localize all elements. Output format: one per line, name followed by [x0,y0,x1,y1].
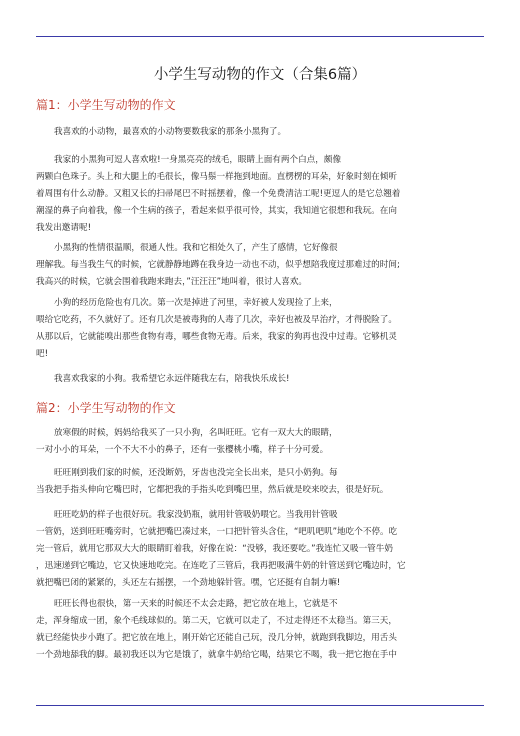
paragraph-line: 着周围有什么动静。又粗又长的扫帚尾巴不时摇摆着，像一个免费清洁工呢!更逗人的是它总翘着 [36,189,401,199]
paragraph-line: 从那以后，它就能嗅出那些食物有毒，哪些食物无毒。后来，我家的狗再也没中过毒。它够机灵 [36,332,397,342]
paragraph-line: 吧! [36,349,49,359]
paragraph-line: 就已经能快步小跑了。把它放在地上，刚开始它还能自己玩，没几分钟，就跑到我脚边，用舌头 [36,633,397,643]
top-rule [36,36,484,37]
paragraph-line: 完一管后，就用它那双大大的眼睛盯着我，好像在说：“没够，我还要吃。”我连忙又吸一管牛奶 [36,544,393,554]
document-title: 小学生写动物的作文（合集6篇） [153,67,367,83]
paragraph-line: 一对小小的耳朵，一个不大不小的鼻子，还有一张樱桃小嘴，样子十分可爱。 [36,445,329,455]
paragraph-line: 我家的小黑狗可逗人喜欢啦!一身黑亮亮的绒毛，眼睛上面有两个白点，颇像 [54,155,342,165]
paragraph-line: 两颗白色珠子。头上和大腿上的毛很长，像马鬃一样拖到地面。直楞楞的耳朵，好象时刻在倾听 [36,172,397,182]
paragraph-line: 我喜欢我家的小狗。我希望它永远伴随我左右，陪我快乐成长! [54,374,290,384]
section-heading: 篇1：小学生写动物的作文 [36,98,176,112]
paragraph [36,465,484,499]
paragraph [36,240,484,291]
paragraph-line: 我发出邀请呢! [36,223,92,233]
paragraph-line: 我喜欢的小动物，最喜欢的小动物要数我家的那条小黑狗了。 [54,127,287,137]
paragraph-line: 旺旺长得也很快，第一天来的时候还不太会走路，把它放在地上，它就是不 [54,599,338,609]
paragraph-line: 喂给它吃药，不久就好了。还有几次是被毒狗的人毒了几次，幸好也被及早治疗，才得脱险了。 [36,315,397,325]
paragraph [36,152,484,237]
paragraph [36,371,484,388]
paragraph-line: 小狗的经历危险也有几次。第一次是掉进了河里，幸好被人发现捡了上来， [54,298,338,308]
paragraph-line: 理解我。每当我生气的时候，它就静静地蹲在我身边一动也不动，似乎想陪我度过那难过的时间; [36,260,400,270]
paragraph-line: 一个劲地舔我的脚。最初我还以为它是饿了，就拿牛奶给它喝，结果它不喝，我一把它抱在手中 [36,650,397,660]
paragraph-line: 走，浑身缩成一团，象个毛线球似的。第二天，它就可以走了，不过走得还不太稳当。第三天， [36,616,397,626]
bottom-rule [36,705,484,706]
paragraph-line: ，迅速递到它嘴边，它又快速地吃完。在连吃了三管后，我再把吸满牛奶的针管送到它嘴边时，它 [36,561,406,571]
section-heading: 篇2：小学生写动物的作文 [36,401,176,415]
paragraph-line: 我高兴的时候，它就会围着我跑来跑去，”汪汪汪”地叫着，很讨人喜欢。 [36,277,308,287]
paragraph [36,425,484,459]
paragraph [36,596,484,664]
paragraph [36,124,484,141]
paragraph-line: 小黑狗的性情很温顺，很通人性。我和它相处久了，产生了感情，它好像很 [54,243,338,253]
paragraph [36,295,484,363]
paragraph [36,507,484,592]
paragraph-line: 旺旺刚到我们家的时候，还没断奶，牙齿也没完全长出来，是只小奶狗。每 [54,468,338,478]
paragraph-line: 一管奶，送到旺旺嘴旁时，它就把嘴巴凑过来，一口把针管头含住，“吧叽吧叽”地吃个不停。吃 [36,527,398,537]
paragraph-line: 潮湿的鼻子向着我，像一个生病的孩子，看起来似乎很可怜，其实，我知道它很想和我玩。在向 [36,206,397,216]
paragraph-line: 放寒假的时候，妈妈给我买了一只小狗，名叫旺旺。它有一双大大的眼睛， [54,428,338,438]
paragraph-line: 当我把手指头伸向它嘴巴时，它都把我的手指头吃到嘴巴里，然后就是咬来咬去，很是好玩。 [36,485,389,495]
paragraph-line: 旺旺吃奶的样子也很好玩。我家没奶瓶，就用针管吸奶喂它。当我用针管吸 [54,510,338,520]
paragraph-line: 就把嘴巴闭的紧紧的，头还左右摇摆，一个劲地躲针管。嘿，它还挺有自制力嘛! [36,578,341,588]
